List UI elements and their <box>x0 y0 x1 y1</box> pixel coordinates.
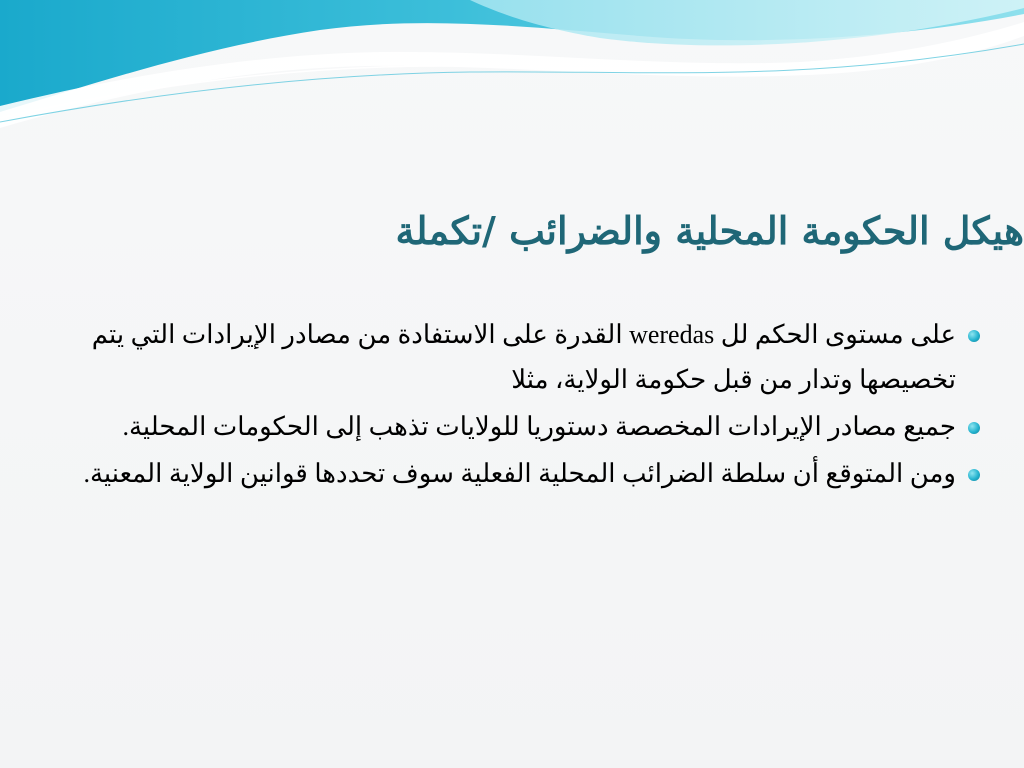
bullet-item-3 <box>48 451 984 496</box>
bullet-item-2 <box>48 404 984 449</box>
round-bullet-icon <box>968 330 980 342</box>
bullet-text-2: جميع مصادر الإيرادات المخصصة دستوريا للولايات تذهب إلى الحكومات المحلية. <box>122 412 956 441</box>
round-bullet-icon <box>968 469 980 481</box>
slide-title: هيكل الحكومة المحلية والضرائب /تكملة <box>395 208 1024 253</box>
wave-shape-light <box>470 0 1024 45</box>
decorative-wave-header <box>0 0 1024 140</box>
bullet-text-3: ومن المتوقع أن سلطة الضرائب المحلية الفعلية سوف تحددها قوانين الولاية المعنية. <box>83 459 956 488</box>
bullet-item-1 <box>48 312 984 402</box>
bullet-text-1: على مستوى الحكم لل weredas القدرة على الاستفادة من مصادر الإيرادات التي يتم تخصيصها وتدار من قبل حكومة الولاية، مثلا <box>91 320 956 394</box>
round-bullet-icon <box>968 422 980 434</box>
bullet-list <box>48 312 984 498</box>
